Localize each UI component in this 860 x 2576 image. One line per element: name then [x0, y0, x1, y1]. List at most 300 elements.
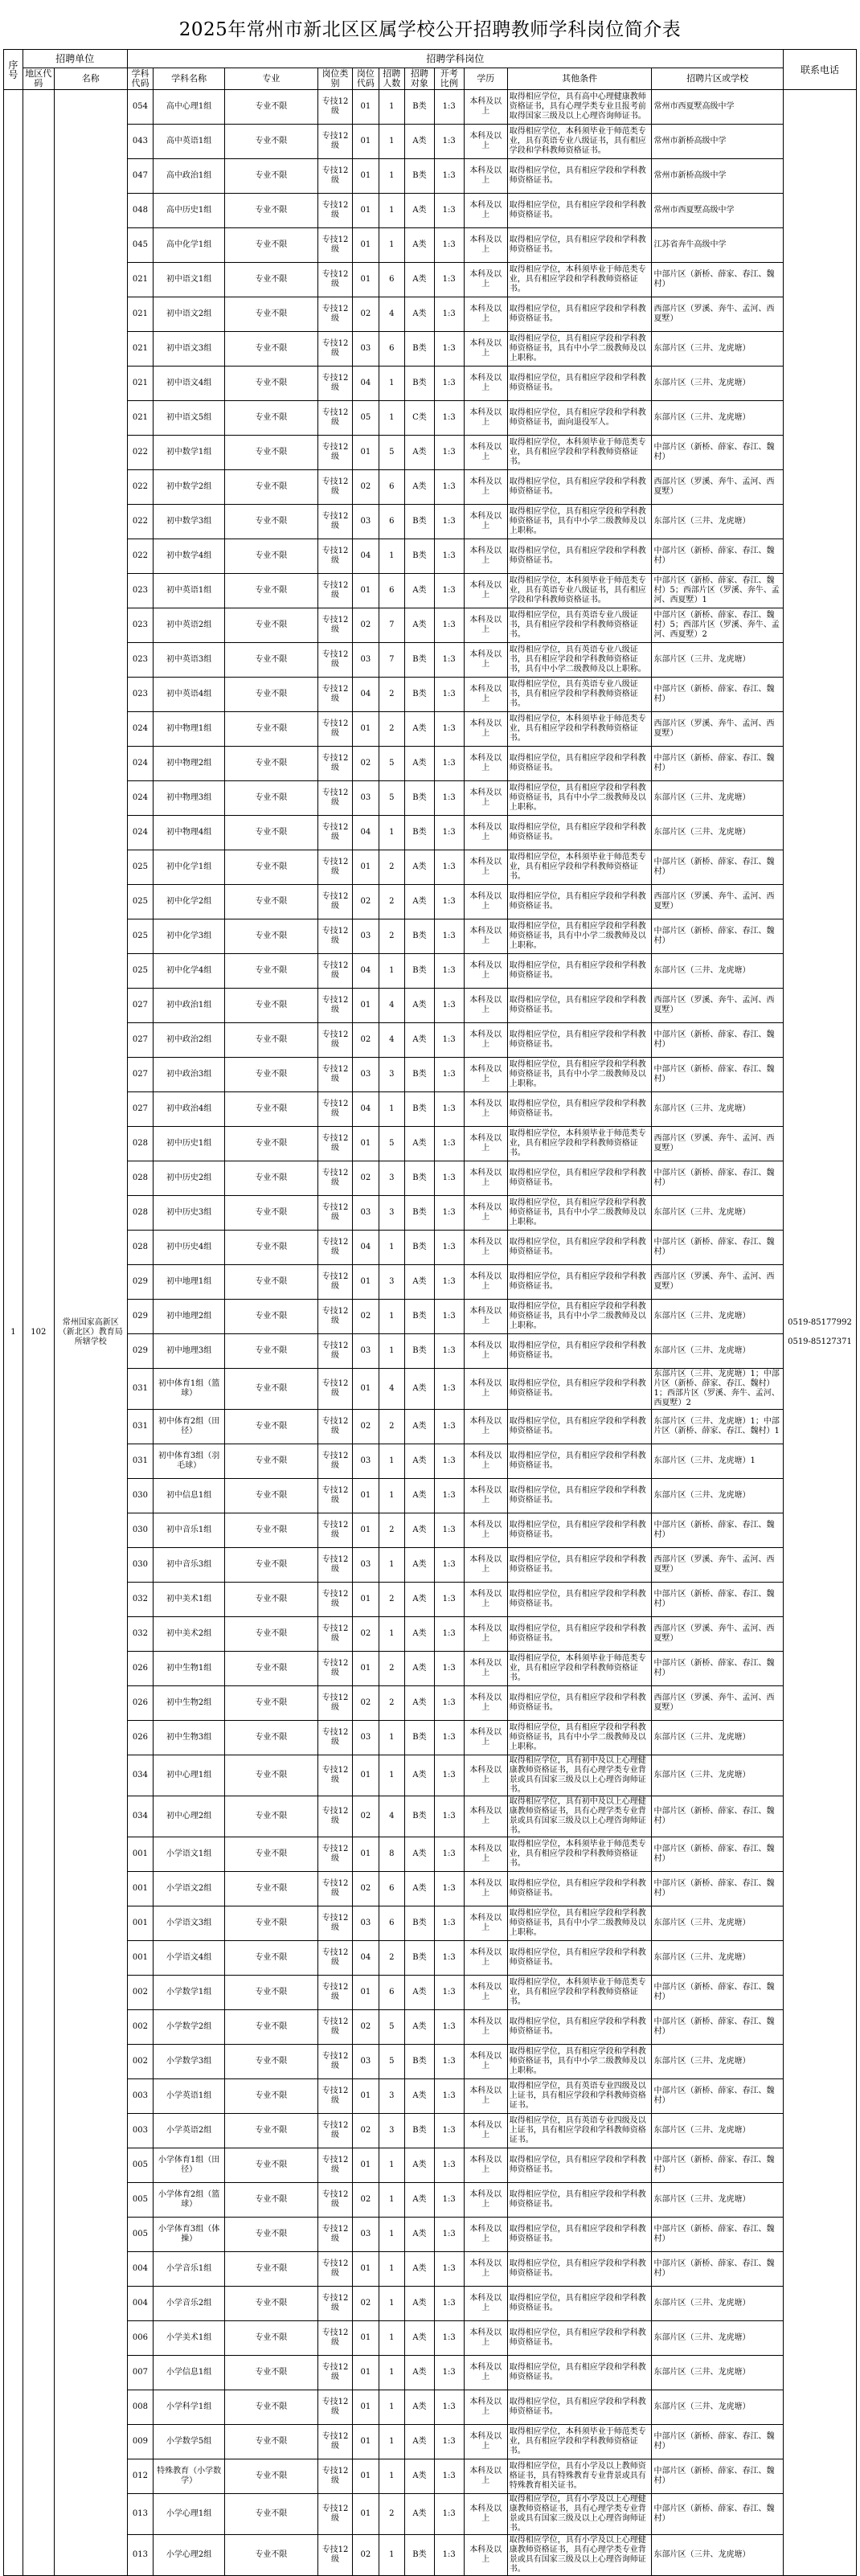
table-row: [4, 1583, 857, 1617]
cell-count: 2: [379, 1652, 404, 1686]
table-row: [4, 1369, 857, 1410]
cell-ratio: 1:3: [434, 2535, 464, 2576]
cell-post-type: 专技12级: [317, 2494, 352, 2535]
cell-count: 6: [379, 1906, 404, 1941]
cell-ratio: 1:3: [434, 954, 464, 989]
cell-target: A类: [405, 747, 435, 781]
cell-area: 东部片区（三井、龙虎塘）1；中部片区（新桥、薛家、春江、魏村）1: [652, 1410, 783, 1444]
cell-subject-code: 026: [127, 1721, 153, 1755]
cell-area: 西部片区（罗溪、奔牛、孟河、西夏墅）: [652, 1617, 783, 1652]
cell-post-code: 01: [353, 194, 379, 228]
cell-subject-code: 029: [127, 1334, 153, 1369]
cell-education: 本科及以上: [464, 1837, 507, 1872]
cell-education: 本科及以上: [464, 1231, 507, 1265]
cell-target: B类: [405, 1941, 435, 1976]
cell-post-code: 04: [353, 678, 379, 712]
cell-education: 本科及以上: [464, 2356, 507, 2390]
cell-conditions: 取得相应学位，具有相应学段和学科教师资格证书。: [507, 1583, 652, 1617]
cell-conditions: 取得相应学位，本科须毕业于师范类专业，具有相应学段和学科教师资格证书。: [507, 436, 652, 470]
cell-major: 专业不限: [224, 2183, 317, 2218]
cell-count: 2: [379, 1513, 404, 1548]
cell-major: 专业不限: [224, 747, 317, 781]
cell-ratio: 1:3: [434, 2045, 464, 2079]
cell-subject-code: 005: [127, 2183, 153, 2218]
cell-target: A类: [405, 2494, 435, 2535]
cell-ratio: 1:3: [434, 2321, 464, 2356]
cell-subject-code: 003: [127, 2114, 153, 2148]
cell-area: 常州市新桥高级中学: [652, 159, 783, 194]
cell-area: 西部片区（罗溪、奔牛、孟河、西夏墅）: [652, 712, 783, 747]
cell-subject-name: 小学音乐1组: [154, 2252, 225, 2287]
cell-subject-name: 小学心理2组: [154, 2535, 225, 2576]
cell-conditions: 取得相应学位，具有相应学段和学科教师资格证书。: [507, 1410, 652, 1444]
cell-area: 东部片区（三井、龙虎塘）: [652, 1721, 783, 1755]
cell-area: 中部片区（新桥、薛家、春江、魏村）: [652, 2425, 783, 2459]
cell-post-code: 02: [353, 297, 379, 332]
cell-ratio: 1:3: [434, 2010, 464, 2045]
cell-conditions: 取得相应学位，本科须毕业于师范类专业，具有相应学段和学科教师资格证书。: [507, 1652, 652, 1686]
cell-post-type: 专技12级: [317, 1479, 352, 1513]
table-row: [4, 2321, 857, 2356]
cell-area: 中部片区（新桥、薛家、春江、魏村）: [652, 2010, 783, 2045]
cell-ratio: 1:3: [434, 2218, 464, 2252]
cell-subject-name: 小学数学3组: [154, 2045, 225, 2079]
cell-education: 本科及以上: [464, 2183, 507, 2218]
cell-ratio: 1:3: [434, 2183, 464, 2218]
cell-conditions: 取得相应学位，具有相应学段和学科教师资格证书。: [507, 539, 652, 574]
cell-conditions: 取得相应学位，具有相应学段和学科教师资格证书。: [507, 1092, 652, 1127]
cell-subject-name: 初中地理3组: [154, 1334, 225, 1369]
cell-post-code: 01: [353, 2252, 379, 2287]
cell-target: A类: [405, 1513, 435, 1548]
cell-subject-name: 初中语文3组: [154, 332, 225, 367]
cell-major: 专业不限: [224, 2045, 317, 2079]
cell-area: 中部片区（新桥、薛家、春江、魏村）: [652, 678, 783, 712]
cell-subject-name: 初中化学1组: [154, 850, 225, 885]
cell-area: 西部片区（罗溪、奔牛、孟河、西夏墅）: [652, 1127, 783, 1161]
cell-post-code: 02: [353, 1300, 379, 1334]
cell-ratio: 1:3: [434, 1444, 464, 1479]
cell-conditions: 取得相应学位，具有小学及以上心理健康教师资格证书，具有心理学类专业背景或具有国家三级及以上心理咨询师证书。: [507, 2494, 652, 2535]
cell-subject-name: 初中体育1组（篮球）: [154, 1369, 225, 1410]
cell-area: 西部片区（罗溪、奔牛、孟河、西夏墅）: [652, 1686, 783, 1721]
cell-conditions: 取得相应学位，具有相应学段和学科教师资格证书。: [507, 194, 652, 228]
cell-post-code: 02: [353, 747, 379, 781]
cell-conditions: 取得相应学位，具有相应学段和学科教师资格证书。: [507, 1161, 652, 1196]
cell-target: B类: [405, 2114, 435, 2148]
cell-subject-code: 007: [127, 2356, 153, 2390]
cell-subject-code: 021: [127, 297, 153, 332]
cell-education: 本科及以上: [464, 159, 507, 194]
cell-ratio: 1:3: [434, 1837, 464, 1872]
cell-post-type: 专技12级: [317, 747, 352, 781]
cell-education: 本科及以上: [464, 194, 507, 228]
cell-major: 专业不限: [224, 228, 317, 263]
cell-post-code: 03: [353, 2045, 379, 2079]
cell-post-type: 专技12级: [317, 1092, 352, 1127]
cell-subject-code: 021: [127, 332, 153, 367]
table-row: [4, 1161, 857, 1196]
cell-target: B类: [405, 1161, 435, 1196]
cell-major: 专业不限: [224, 1058, 317, 1092]
cell-subject-code: 027: [127, 1092, 153, 1127]
cell-major: 专业不限: [224, 2356, 317, 2390]
cell-subject-code: 029: [127, 1300, 153, 1334]
cell-conditions: 取得相应学位，具有相应学段和学科教师资格证书。: [507, 1479, 652, 1513]
table-row: [4, 1872, 857, 1906]
cell-conditions: 取得相应学位，具有相应学段和学科教师资格证书，具有中小学二级教师及以上职称。: [507, 1300, 652, 1334]
cell-count: 6: [379, 332, 404, 367]
cell-post-code: 03: [353, 1058, 379, 1092]
header-post-type: 岗位类别: [317, 68, 352, 90]
cell-target: A类: [405, 574, 435, 608]
cell-education: 本科及以上: [464, 2535, 507, 2576]
table-row: [4, 436, 857, 470]
cell-subject-name: 小学英语1组: [154, 2079, 225, 2114]
header-major: 专业: [224, 68, 317, 90]
cell-subject-code: 001: [127, 1837, 153, 1872]
cell-post-type: 专技12级: [317, 263, 352, 297]
cell-conditions: 取得相应学位，具有相应学段和学科教师资格证书。: [507, 228, 652, 263]
cell-education: 本科及以上: [464, 2045, 507, 2079]
cell-conditions: 取得相应学位，具有相应学段和学科教师资格证书。: [507, 1369, 652, 1410]
cell-conditions: 取得相应学位，本科须毕业于师范类专业，具有相应学段和学科教师资格证书。: [507, 712, 652, 747]
cell-post-type: 专技12级: [317, 1127, 352, 1161]
cell-education: 本科及以上: [464, 1334, 507, 1369]
cell-education: 本科及以上: [464, 919, 507, 954]
cell-post-type: 专技12级: [317, 816, 352, 850]
cell-education: 本科及以上: [464, 1479, 507, 1513]
cell-major: 专业不限: [224, 1334, 317, 1369]
cell-conditions: 取得相应学位，具有相应学段和学科教师资格证书。: [507, 2183, 652, 2218]
cell-conditions: 取得相应学位，具有高中心理健康教师资格证书，具有心理学类专业且报考前取得国家三级及以上心理咨询师证书。: [507, 90, 652, 125]
cell-ratio: 1:3: [434, 2287, 464, 2321]
cell-subject-code: 006: [127, 2321, 153, 2356]
cell-ratio: 1:3: [434, 263, 464, 297]
cell-post-type: 专技12级: [317, 1058, 352, 1092]
cell-major: 专业不限: [224, 816, 317, 850]
cell-post-code: 01: [353, 1583, 379, 1617]
cell-education: 本科及以上: [464, 1058, 507, 1092]
cell-conditions: 取得相应学位，具有相应学段和学科教师资格证书。: [507, 1444, 652, 1479]
cell-major: 专业不限: [224, 1837, 317, 1872]
cell-count: 5: [379, 436, 404, 470]
cell-target: A类: [405, 1583, 435, 1617]
cell-subject-name: 小学数学5组: [154, 2425, 225, 2459]
cell-count: 6: [379, 470, 404, 505]
cell-post-code: 02: [353, 2183, 379, 2218]
cell-subject-name: 小学体育3组（体操）: [154, 2218, 225, 2252]
table-row: [4, 1410, 857, 1444]
table-row: [4, 2459, 857, 2494]
cell-target: A类: [405, 1265, 435, 1300]
cell-count: 3: [379, 1196, 404, 1231]
cell-education: 本科及以上: [464, 1410, 507, 1444]
cell-target: A类: [405, 989, 435, 1023]
cell-target: B类: [405, 781, 435, 816]
table-row: [4, 781, 857, 816]
cell-conditions: 取得相应学位，具有相应学段和学科教师资格证书。: [507, 2390, 652, 2425]
cell-count: 7: [379, 643, 404, 678]
cell-count: 1: [379, 2459, 404, 2494]
cell-target: A类: [405, 1369, 435, 1410]
cell-ratio: 1:3: [434, 1548, 464, 1583]
cell-subject-code: 028: [127, 1127, 153, 1161]
cell-post-type: 专技12级: [317, 332, 352, 367]
cell-subject-code: 023: [127, 643, 153, 678]
cell-post-type: 专技12级: [317, 1513, 352, 1548]
cell-ratio: 1:3: [434, 2390, 464, 2425]
cell-major: 专业不限: [224, 1161, 317, 1196]
cell-target: B类: [405, 1721, 435, 1755]
cell-target: A类: [405, 712, 435, 747]
cell-ratio: 1:3: [434, 1231, 464, 1265]
cell-education: 本科及以上: [464, 1796, 507, 1837]
cell-education: 本科及以上: [464, 505, 507, 539]
cell-post-code: 02: [353, 608, 379, 643]
cell-subject-name: 小学音乐2组: [154, 2287, 225, 2321]
cell-conditions: 取得相应学位，具有相应学段和学科教师资格证书，具有中小学二级教师及以上职称。: [507, 781, 652, 816]
cell-education: 本科及以上: [464, 1906, 507, 1941]
cell-area: 西部片区（罗溪、奔牛、孟河、西夏墅）: [652, 470, 783, 505]
header-name: 名称: [54, 68, 127, 90]
cell-target: A类: [405, 1686, 435, 1721]
cell-post-type: 专技12级: [317, 1265, 352, 1300]
cell-subject-name: 初中数学4组: [154, 539, 225, 574]
cell-education: 本科及以上: [464, 2459, 507, 2494]
cell-post-type: 专技12级: [317, 1837, 352, 1872]
cell-conditions: 取得相应学位，本科须毕业于师范类专业，具有相应学段和学科教师资格证书。: [507, 850, 652, 885]
cell-ratio: 1:3: [434, 1906, 464, 1941]
cell-target: A类: [405, 263, 435, 297]
cell-area: 东部片区（三井、龙虎塘）: [652, 2356, 783, 2390]
cell-conditions: 取得相应学位，具有相应学段和学科教师资格证书，具有中小学二级教师及以上职称。: [507, 1058, 652, 1092]
cell-subject-code: 001: [127, 1906, 153, 1941]
cell-target: A类: [405, 1023, 435, 1058]
cell-education: 本科及以上: [464, 850, 507, 885]
cell-education: 本科及以上: [464, 1941, 507, 1976]
cell-count: 6: [379, 1872, 404, 1906]
cell-area: 东部片区（三井、龙虎塘）: [652, 1092, 783, 1127]
cell-education: 本科及以上: [464, 608, 507, 643]
cell-subject-name: 小学数学2组: [154, 2010, 225, 2045]
cell-subject-code: 022: [127, 436, 153, 470]
cell-subject-code: 030: [127, 1548, 153, 1583]
cell-target: A类: [405, 2148, 435, 2183]
cell-education: 本科及以上: [464, 1548, 507, 1583]
cell-ratio: 1:3: [434, 816, 464, 850]
cell-count: 1: [379, 2287, 404, 2321]
cell-major: 专业不限: [224, 1617, 317, 1652]
cell-ratio: 1:3: [434, 1652, 464, 1686]
cell-post-code: 01: [353, 1652, 379, 1686]
table-row: [4, 643, 857, 678]
cell-count: 1: [379, 90, 404, 125]
cell-post-code: 01: [353, 2494, 379, 2535]
cell-ratio: 1:3: [434, 989, 464, 1023]
cell-subject-name: 高中英语1组: [154, 125, 225, 159]
cell-post-type: 专技12级: [317, 678, 352, 712]
cell-subject-name: 初中体育2组（田径）: [154, 1410, 225, 1444]
table-row: [4, 574, 857, 608]
cell-ratio: 1:3: [434, 401, 464, 436]
cell-area: 西部片区（罗溪、奔牛、孟河、西夏墅）: [652, 885, 783, 919]
cell-count: 1: [379, 2218, 404, 2252]
cell-post-type: 专技12级: [317, 297, 352, 332]
cell-major: 专业不限: [224, 1023, 317, 1058]
cell-conditions: 取得相应学位，具有相应学段和学科教师资格证书。: [507, 1617, 652, 1652]
cell-education: 本科及以上: [464, 1023, 507, 1058]
cell-target: B类: [405, 954, 435, 989]
cell-area: 东部片区（三井、龙虎塘）: [652, 2390, 783, 2425]
cell-post-code: 04: [353, 954, 379, 989]
cell-conditions: 取得相应学位，具有相应学段和学科教师资格证书。: [507, 2218, 652, 2252]
cell-ratio: 1:3: [434, 850, 464, 885]
cell-post-type: 专技12级: [317, 539, 352, 574]
cell-major: 专业不限: [224, 712, 317, 747]
cell-area: 东部片区（三井、龙虎塘）: [652, 2114, 783, 2148]
cell-ratio: 1:3: [434, 2252, 464, 2287]
cell-subject-name: 初中英语2组: [154, 608, 225, 643]
cell-post-type: 专技12级: [317, 1444, 352, 1479]
table-row: [4, 228, 857, 263]
cell-count: 2: [379, 919, 404, 954]
cell-major: 专业不限: [224, 1686, 317, 1721]
cell-target: A类: [405, 2252, 435, 2287]
cell-target: A类: [405, 297, 435, 332]
cell-count: 3: [379, 1058, 404, 1092]
cell-subject-code: 022: [127, 539, 153, 574]
cell-conditions: 取得相应学位，具有相应学段和学科教师资格证书。: [507, 159, 652, 194]
cell-education: 本科及以上: [464, 816, 507, 850]
cell-subject-code: 002: [127, 1976, 153, 2010]
cell-count: 5: [379, 747, 404, 781]
cell-major: 专业不限: [224, 1196, 317, 1231]
cell-ratio: 1:3: [434, 712, 464, 747]
cell-area: 东部片区（三井、龙虎塘）: [652, 1334, 783, 1369]
cell-education: 本科及以上: [464, 2425, 507, 2459]
cell-major: 专业不限: [224, 2252, 317, 2287]
cell-count: 1: [379, 2535, 404, 2576]
cell-ratio: 1:3: [434, 1410, 464, 1444]
cell-count: 1: [379, 2356, 404, 2390]
cell-area: 东部片区（三井、龙虎塘）: [652, 781, 783, 816]
cell-major: 专业不限: [224, 574, 317, 608]
cell-target: B类: [405, 505, 435, 539]
cell-count: 1: [379, 125, 404, 159]
header-position-group: 招聘学科岗位: [127, 50, 783, 68]
cell-count: 1: [379, 1444, 404, 1479]
cell-major: 专业不限: [224, 332, 317, 367]
table-row: [4, 2287, 857, 2321]
cell-area: 东部片区（三井、龙虎塘）: [652, 332, 783, 367]
cell-subject-name: 初中地理2组: [154, 1300, 225, 1334]
cell-education: 本科及以上: [464, 367, 507, 401]
header-area: 招聘片区或学校: [652, 68, 783, 90]
cell-education: 本科及以上: [464, 2390, 507, 2425]
cell-conditions: 取得相应学位，具有相应学段和学科教师资格证书，具有中小学二级教师及以上职称。: [507, 1906, 652, 1941]
cell-count: 1: [379, 2321, 404, 2356]
cell-major: 专业不限: [224, 297, 317, 332]
cell-target: A类: [405, 125, 435, 159]
cell-subject-code: 027: [127, 1023, 153, 1058]
cell-count: 4: [379, 1796, 404, 1837]
cell-major: 专业不限: [224, 1652, 317, 1686]
cell-subject-name: 初中英语4组: [154, 678, 225, 712]
table-row: [4, 2535, 857, 2576]
cell-post-type: 专技12级: [317, 159, 352, 194]
cell-subject-name: 初中历史1组: [154, 1127, 225, 1161]
cell-ratio: 1:3: [434, 919, 464, 954]
table-row: [4, 367, 857, 401]
cell-count: 2: [379, 1583, 404, 1617]
cell-post-code: 03: [353, 1721, 379, 1755]
cell-area: 中部片区（新桥、薛家、春江、魏村）: [652, 263, 783, 297]
cell-subject-code: 026: [127, 1652, 153, 1686]
cell-subject-name: 初中地理1组: [154, 1265, 225, 1300]
cell-education: 本科及以上: [464, 1721, 507, 1755]
cell-education: 本科及以上: [464, 1161, 507, 1196]
cell-post-type: 专技12级: [317, 367, 352, 401]
cell-subject-name: 初中心理2组: [154, 1796, 225, 1837]
cell-area: 西部片区（罗溪、奔牛、孟河、西夏墅）: [652, 1265, 783, 1300]
cell-target: B类: [405, 1058, 435, 1092]
cell-subject-code: 013: [127, 2535, 153, 2576]
cell-post-code: 01: [353, 125, 379, 159]
cell-post-type: 专技12级: [317, 1548, 352, 1583]
cell-area: 中部片区（新桥、薛家、春江、魏村）: [652, 1976, 783, 2010]
cell-target: B类: [405, 367, 435, 401]
cell-major: 专业不限: [224, 885, 317, 919]
cell-target: A类: [405, 1976, 435, 2010]
cell-conditions: 取得相应学位，本科须毕业于师范类专业，具有相应学段和学科教师资格证书。: [507, 1837, 652, 1872]
cell-post-code: 04: [353, 1092, 379, 1127]
cell-target: A类: [405, 1755, 435, 1796]
cell-subject-name: 初中政治3组: [154, 1058, 225, 1092]
cell-post-type: 专技12级: [317, 1410, 352, 1444]
cell-count: 4: [379, 989, 404, 1023]
cell-subject-code: 030: [127, 1513, 153, 1548]
cell-education: 本科及以上: [464, 643, 507, 678]
cell-post-code: 03: [353, 1334, 379, 1369]
table-row: [4, 1023, 857, 1058]
cell-subject-code: 027: [127, 989, 153, 1023]
cell-subject-name: 初中物理3组: [154, 781, 225, 816]
cell-area: 中部片区（新桥、薛家、春江、魏村）: [652, 2494, 783, 2535]
cell-post-code: 01: [353, 1976, 379, 2010]
cell-post-type: 专技12级: [317, 194, 352, 228]
cell-major: 专业不限: [224, 954, 317, 989]
cell-subject-code: 013: [127, 2494, 153, 2535]
cell-post-type: 专技12级: [317, 643, 352, 678]
cell-count: 1: [379, 159, 404, 194]
cell-subject-code: 032: [127, 1583, 153, 1617]
cell-subject-name: 初中化学4组: [154, 954, 225, 989]
table-row: [4, 1906, 857, 1941]
cell-subject-code: 034: [127, 1796, 153, 1837]
cell-subject-name: 初中历史4组: [154, 1231, 225, 1265]
cell-target: B类: [405, 1334, 435, 1369]
cell-post-code: 04: [353, 1231, 379, 1265]
cell-post-code: 01: [353, 1265, 379, 1300]
cell-area: 中部片区（新桥、薛家、春江、魏村）: [652, 1872, 783, 1906]
cell-area: 东部片区（三井、龙虎塘）: [652, 1755, 783, 1796]
cell-conditions: 取得相应学位，具有相应学段和学科教师资格证书。: [507, 747, 652, 781]
cell-ratio: 1:3: [434, 678, 464, 712]
cell-ratio: 1:3: [434, 2494, 464, 2535]
cell-post-code: 01: [353, 2321, 379, 2356]
cell-major: 专业不限: [224, 678, 317, 712]
